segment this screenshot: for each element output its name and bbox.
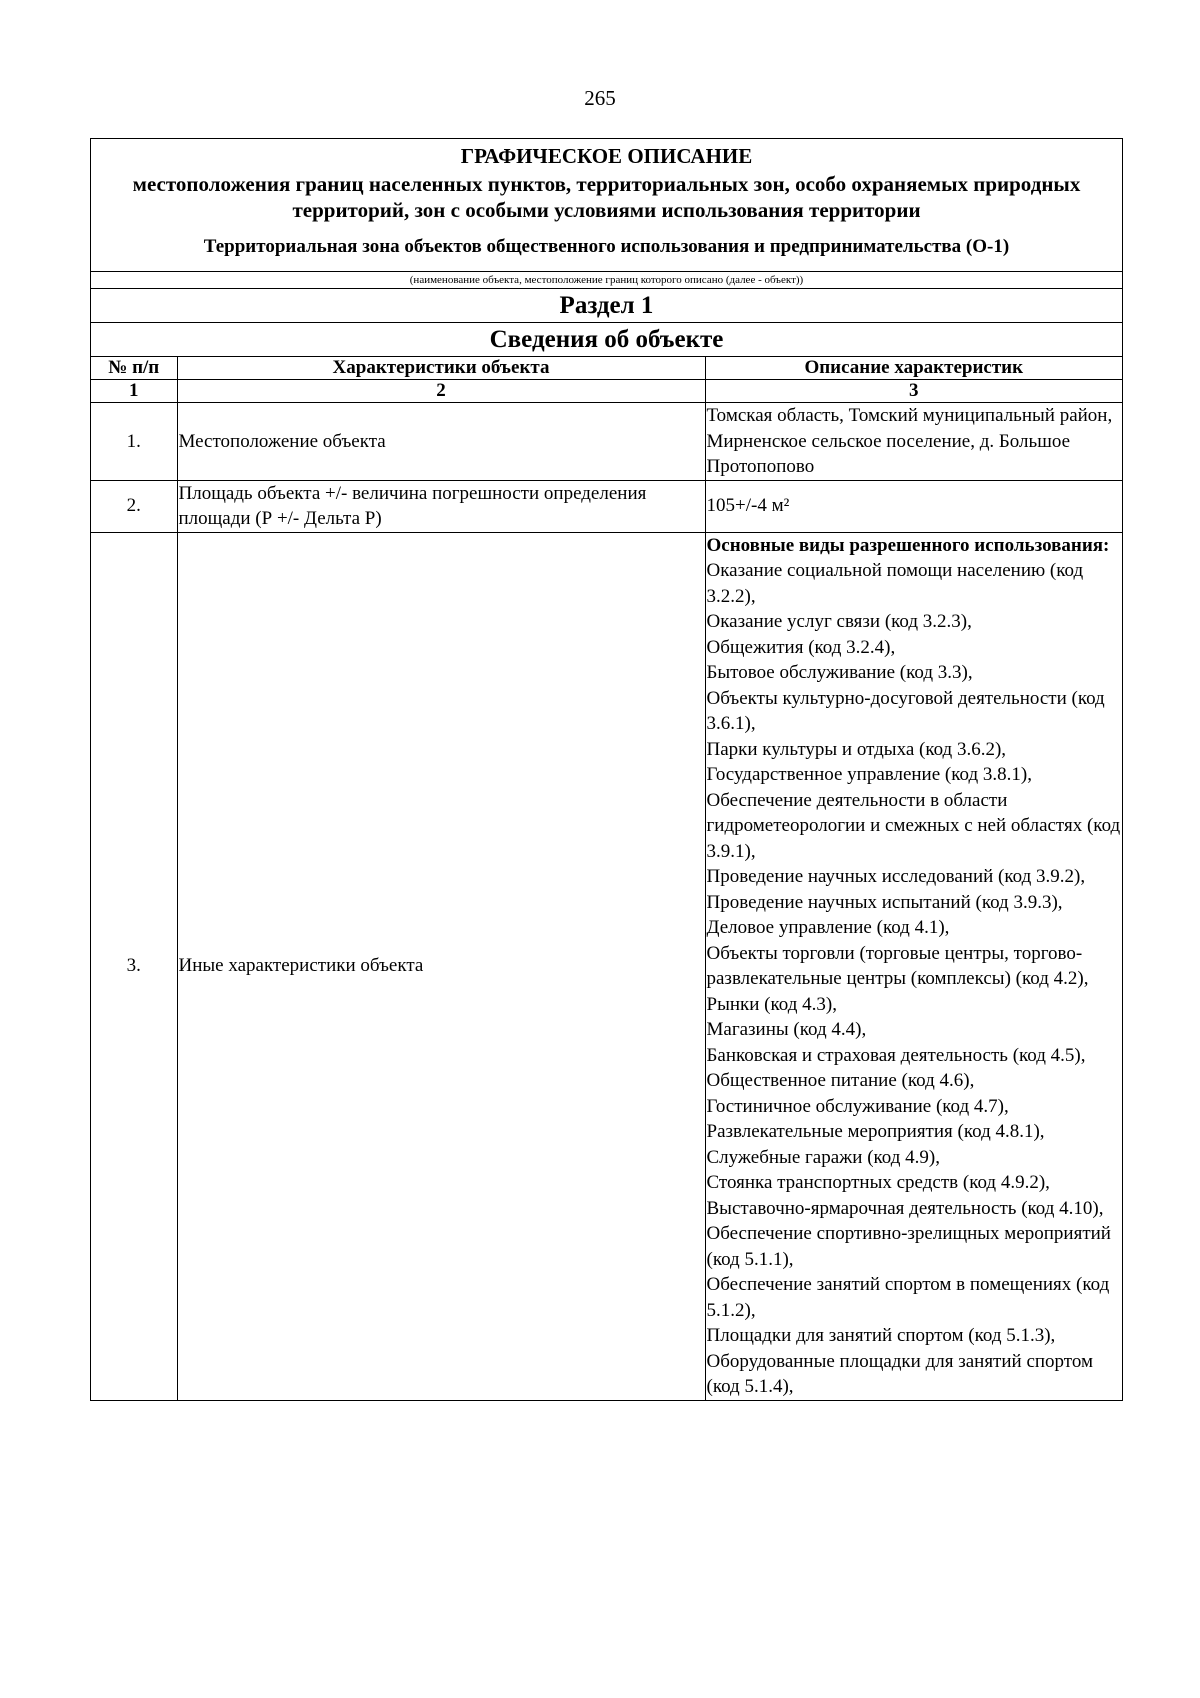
row-number: 1. bbox=[91, 403, 177, 481]
zone-name: Территориальная зона объектов общественного использования и предпринимательства (О-1) bbox=[203, 236, 1010, 257]
usage-item: Рынки (код 4.3), bbox=[706, 993, 837, 1015]
table-row bbox=[91, 532, 1122, 1400]
usage-item: Бытовое обслуживание (код 3.3), bbox=[706, 662, 973, 683]
usage-item: Площадки для занятий спортом (код 5.1.3), bbox=[706, 1325, 1056, 1346]
page-number: 265 bbox=[584, 86, 616, 110]
usage-item: Общественное питание (код 4.6), bbox=[706, 1070, 975, 1091]
object-caption: (наименование объекта, местоположение границ которого описано (далее - объект)) bbox=[91, 271, 1122, 288]
usage-item: Обеспечение занятий спортом в помещениях (код 5.1.2), bbox=[706, 1274, 1110, 1321]
section-title: Раздел 1 bbox=[91, 288, 1122, 322]
characteristics-table bbox=[91, 356, 1122, 1401]
usage-item: Оказание услуг связи (код 3.2.3), bbox=[706, 611, 972, 632]
column-header: Описание характеристик bbox=[705, 357, 1122, 380]
column-header: Характеристики объекта bbox=[177, 357, 705, 380]
usage-item: Проведение научных испытаний (код 3.9.3), bbox=[706, 891, 1063, 913]
usage-item: Оборудованные площадки для занятий спортом (код 5.1.4), bbox=[706, 1350, 1094, 1397]
row-description: Томская область, Томский муниципальный район, Мирненское сельское поселение, д. Большое Протопопово bbox=[705, 403, 1122, 481]
usage-item: Обеспечение деятельности в области гидрометеорологии и смежных с ней областях (код 3.9.1), bbox=[706, 789, 1121, 862]
document-title: ГРАФИЧЕСКОЕ ОПИСАНИЕ bbox=[460, 144, 753, 168]
section-subtitle: Сведения об объекте bbox=[91, 322, 1122, 356]
row-number: 3. bbox=[91, 532, 177, 1400]
column-number: 2 bbox=[177, 380, 705, 403]
usage-item: Выставочно-ярмарочная деятельность (код 4.10), bbox=[706, 1197, 1104, 1219]
row-number: 2. bbox=[91, 480, 177, 532]
usage-item: Магазины (код 4.4), bbox=[706, 1019, 867, 1040]
column-number: 1 bbox=[91, 380, 177, 403]
document-header bbox=[91, 139, 1122, 271]
table-header-row bbox=[91, 357, 1122, 380]
usage-item: Гостиничное обслуживание (код 4.7), bbox=[706, 1095, 1009, 1117]
usage-item: Стоянка транспортных средств (код 4.9.2), bbox=[706, 1172, 1050, 1193]
document-subtitle: местоположения границ населенных пунктов, территориальных зон, особо охраняемых природных территорий, зон с особыми условиями использования территории bbox=[132, 172, 1081, 222]
column-number-row bbox=[91, 380, 1122, 403]
usage-list bbox=[707, 558, 1122, 1400]
usage-item: Обеспечение спортивно-зрелищных мероприятий (код 5.1.1), bbox=[706, 1223, 1111, 1270]
usage-item: Объекты торговли (торговые центры, торгово-развлекательные центры (комплексы) (код 4.2), bbox=[706, 942, 1089, 989]
usage-item: Объекты культурно-досуговой деятельности (код 3.6.1), bbox=[706, 687, 1105, 734]
row-characteristic: Площадь объекта +/- величина погрешности определения площади (Р +/- Дельта Р) bbox=[177, 480, 705, 532]
usage-item: Оказание социальной помощи населению (код 3.2.2), bbox=[706, 560, 1084, 607]
table-row bbox=[91, 480, 1122, 532]
row-description bbox=[705, 532, 1122, 1400]
usage-heading: Основные виды разрешенного использования: bbox=[706, 534, 1110, 556]
usage-item: Общежития (код 3.2.4), bbox=[706, 636, 896, 658]
usage-item: Банковская и страховая деятельность (код 4.5), bbox=[706, 1044, 1086, 1066]
usage-item: Парки культуры и отдыха (код 3.6.2), bbox=[706, 738, 1007, 760]
row-characteristic: Местоположение объекта bbox=[177, 403, 705, 481]
usage-item: Государственное управление (код 3.8.1), bbox=[706, 764, 1032, 785]
column-number: 3 bbox=[705, 380, 1122, 403]
usage-item: Развлекательные мероприятия (код 4.8.1), bbox=[706, 1121, 1045, 1142]
row-description: 105+/-4 м² bbox=[705, 480, 1122, 532]
column-header: № п/п bbox=[91, 357, 177, 380]
usage-item: Деловое управление (код 4.1), bbox=[706, 917, 950, 938]
row-characteristic: Иные характеристики объекта bbox=[177, 532, 705, 1400]
document-form bbox=[90, 138, 1123, 1401]
usage-item: Служебные гаражи (код 4.9), bbox=[706, 1146, 940, 1168]
usage-item: Проведение научных исследований (код 3.9.2), bbox=[706, 866, 1086, 887]
table-row bbox=[91, 403, 1122, 481]
